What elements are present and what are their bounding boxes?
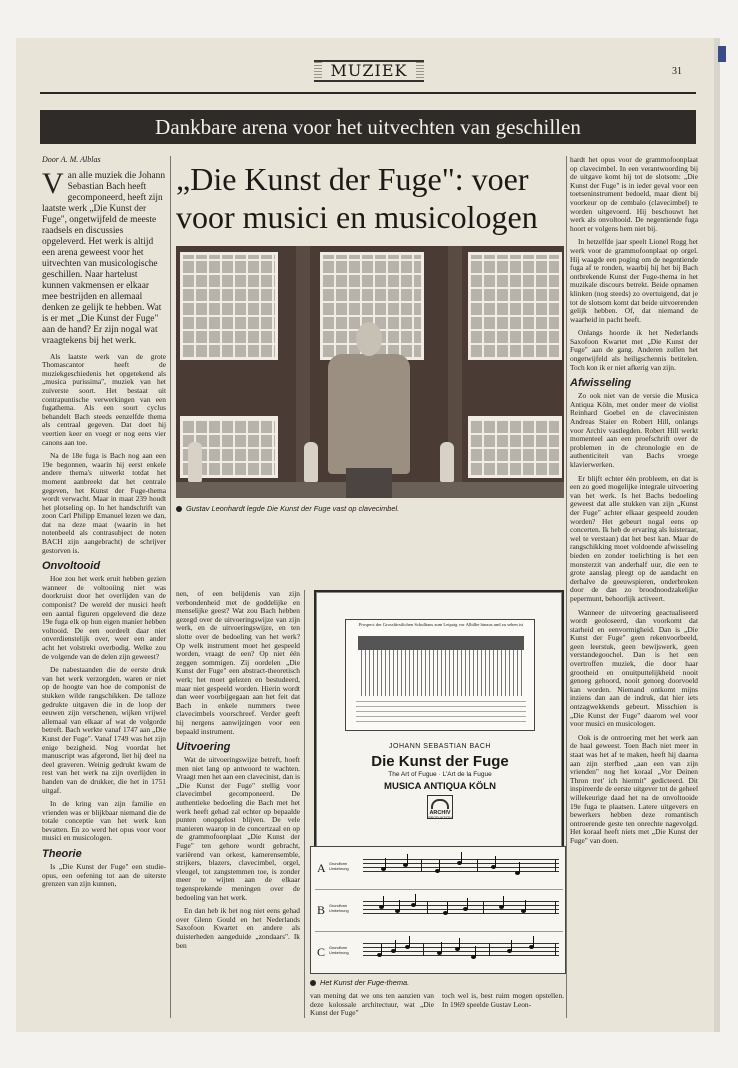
sleeve-engraving: [345, 619, 535, 731]
sleeve-subtitle: The Art of Fugue · L'Art de la Fugue: [388, 771, 492, 778]
article-paragraph: Is „Die Kunst der Fuge" een studie-opus, een oefening tot aan de uiterste grenzen van zijn kunnen,: [42, 862, 166, 889]
subheading-afwisseling: Afwisseling: [570, 377, 632, 390]
music-row-letter: C: [317, 945, 326, 959]
music-barline: [423, 943, 424, 956]
music-caption-text: Het Kunst der Fuge-thema.: [320, 978, 410, 987]
article-paragraph: van mening dat we ons ten aanzien van deze kolossale architectuur, wat „Die Kunst der Fuge": [310, 992, 434, 1018]
music-row-divider: [315, 889, 563, 890]
music-barline: [489, 943, 490, 956]
music-note: [379, 905, 384, 909]
photo-person-body: [328, 354, 410, 474]
photo-window: [468, 416, 562, 478]
article-paragraph: Wat de uitvoeringswijze betreft, hoeft men niet lang op antwoord te wachten. Vraagt men het aan een clavecinist, dan is „Die Kunst der Fuge" stellig voor clavecimbel gecomponeerd. De authentieke bedoeling die Bach met het werk heeft gehad zal echter op bepaalde punten onopgelost blijven. De vele manieren waarop in de concertzaal en op de grammofoonplaat „Die Kunst der Fuge" ten gehore wordt gebracht, variërend van orkest, kamerensemble, strijkers, blazers, clavecimbel, orgel, vleugel, tot zangstemmen toe, is zonder meer te wijten aan de elkaar tegensprekende meningen over de bedoeling van het werk.: [176, 755, 300, 902]
music-note: [437, 951, 442, 955]
music-note: [491, 865, 496, 869]
music-barline: [427, 901, 428, 914]
music-note: [457, 861, 462, 865]
music-note: [403, 863, 408, 867]
article-paragraph: Als laatste werk van de grote Thomascantor heeft de muziekgeschiedenis het opgetekend als „musica purissima", muziek van het zuiverste soort. Het bestaat uit contrapuntische verwerkingen van een fugathema. Als een soort cyclus behandelt Bach steeds eenzelfde thema als centraal gegeven. Dat doet hij veertien keer en voegt er nog eens vier canons aan toe.: [42, 351, 166, 447]
photo-caption: [176, 504, 564, 513]
music-row: [311, 891, 567, 931]
column-divider: [304, 590, 305, 1018]
music-barline: [555, 901, 556, 914]
photo-statue: [304, 442, 318, 482]
article-paragraph: Wanneer de uitvoering geactualiseerd wordt geoloseerd, dan voorkomt dat starheid en eenvormigheid. Dan is „Die Kunst der Fuge" geen rekenvoorbeeld, geen leerstuk, geen bewijswerk, geen verstandegoochel. Dan is het een overtroffen muziek, die door haar grootheid en onuitputtelijkheid nooit genoeg gehoord, nooit genoeg doorvoeld kan worden. Niemand ontkomt mijns inziens dan aan de indruk, dat hier iets ontzagwekkends gebeurt. Misschien is „Die Kunst der Fuge" daarom wel voor voor musici en musicologen.: [570, 607, 698, 729]
music-note: [463, 907, 468, 911]
headline-line-1: „Die Kunst der Fuge": voer: [176, 161, 529, 197]
music-note: [377, 953, 382, 957]
section-title: MUZIEK: [322, 62, 416, 80]
music-note: [529, 945, 534, 949]
subheading-theorie: Theorie: [42, 848, 82, 861]
music-example: [310, 846, 566, 974]
music-note: [507, 949, 512, 953]
music-note: [411, 903, 416, 907]
music-note: [405, 945, 410, 949]
header-rule: [40, 92, 696, 94]
photo-window: [468, 252, 562, 360]
archiv-logo-text: ARCHIV: [429, 810, 451, 816]
music-note: [443, 911, 448, 915]
column-3-bottom: [310, 992, 434, 1020]
music-row: [311, 933, 567, 973]
music-barline: [477, 859, 478, 872]
photo-person-legs: [346, 468, 392, 498]
article-paragraph: toch wel is, best ruim mogen opstellen. In 1969 speelde Gustav Leon-: [442, 992, 564, 1009]
intro-text: an alle muziek die Johann Sebastian Bach heeft gecomponeerd, heeft zijn laatste werk „Die Kunst der Fuge", ongetwijfeld de meeste raadsels en discussies opgeleverd. Het werk is altijd een arena geweest voor het uitvechten van musicologische geschillen. Naar hartelust kunnen vakmensen er elkaar mee bestrijden en allemaal denken ze gelijk te hebben. Wat is er met „Die Kunst der Fuge" aan de hand? Er zijn nogal wat vraagtekens bij het werk.: [42, 170, 166, 346]
article-paragraph: Onlangs hoorde ik het Nederlands Saxofoon Kwartet met „Die Kunst der Fuge" aan de gang. Anderen zullen het ongetwijfeld als heiligschennis betitelen. Toch kon ik er niet afkerig van zijn.: [570, 328, 698, 372]
music-row-label: Grundform Umkehrung: [329, 946, 349, 955]
sleeve-work-title: Die Kunst der Fuge: [371, 753, 509, 770]
music-note: [521, 909, 526, 913]
music-note: [391, 949, 396, 953]
music-barline: [555, 943, 556, 956]
intro-paragraph: [42, 166, 166, 347]
column-4-bottom: [442, 992, 564, 1020]
music-barline: [483, 901, 484, 914]
archiv-logo: [427, 795, 453, 819]
music-row-divider: [315, 931, 563, 932]
music-note: [435, 869, 440, 873]
music-row-letter: A: [317, 861, 326, 875]
headline-line-2: voor musici en musicologen: [176, 199, 538, 235]
photo-statue: [188, 442, 202, 482]
archiv-logo-sub: PRODUKTION: [428, 816, 452, 820]
bullet-icon: [176, 506, 182, 512]
subheading-uitvoering: Uitvoering: [176, 741, 231, 754]
music-staff: [363, 901, 559, 917]
photo-window: [180, 252, 278, 360]
record-sleeve: [316, 592, 562, 856]
music-row: [311, 849, 567, 889]
music-note: [455, 947, 460, 951]
dropcap: V: [42, 166, 64, 200]
article-paragraph: In hetzelfde jaar speelt Lionel Rogg het werk voor de grammofoonplaat op orgel. Hij waagde een poging om de negentiende fuga af te ronden, waarbij hij het bij Bach ontbrekende Kunst der Fuge-thema in het muzikale discours betrekt. Beide opnamen klinken (nog steeds) zo overtuigend, dat je tot de slotsom komt dat beide uitvoerenden gelijk hebben. Of, dat niemand de waarheid in pacht heeft.: [570, 237, 698, 324]
article-paragraph: hardt het opus voor de grammofoonplaat op clavecimbel. In een verantwoording bij de uitgave komt hij tot de slotsom: „Die Kunst der Fuge" is in ieder geval voor een toetseninstrument bedoeld, maar dient bij voorkeur op de cembalo (clavecimbel) te worden uitgevoerd. Hij beschouwt het werk als onvoltooid. De negentiende fuga hoort er volgens hem niet bij.: [570, 156, 698, 233]
photo-person-head: [356, 322, 382, 356]
column-5: [570, 156, 698, 1018]
article-paragraph: Er blijft echter één probleem, en dat is een zo goed mogelijke integrale uitvoering van het werk. Is het Bachs bedoeling geweest dat alle stukken van zijn „Kunst der Fuge" achter elkaar gespeeld zouden worden? Het gebeurt nogal eens op concerten. Ik heb de ervaring als luisteraar, wel te verstaan) dat het best kan. Maar de rangschikking moet voldoende afwisseling bieden en zonder toelichting is het een monsterzit van anderhalf uur, die een te grote aanslag pleegt op de aandacht en derhalve de geeuwspieren, onderbroken door de dan zo broodnoodzakelijke pepermunt, behoorlijk activeert.: [570, 473, 698, 603]
column-2: [176, 590, 300, 1018]
sleeve-composer: JOHANN SEBASTIAN BACH: [389, 743, 491, 750]
music-note: [471, 955, 476, 959]
music-note: [381, 867, 386, 871]
article-paragraph: De nabestaanden die de eerste druk van het werk verzorgden, waren er niet op de hoogte van hoe de componist de stukken wilde rangschikken. De talloze gedrukte uitgaven die in de loop der eeuwen zijn verschenen, wijken vrijwel allemaal van elkaar af wat de volgorde betreft. Bach werkte vanaf 1747 aan „Die Kunst der Fuge". Vanaf 1749 was het zijn enige bezigheid. Nog voordat het manuscript was afgerond, liet hij deel na deel graveren. Weinig gedrukt kwam de rest van het werk na zijn overlijden in handen van de drukker, die het in 1751 uitgaf.: [42, 665, 166, 795]
music-row-label: Grundform Umkehrung: [329, 904, 349, 913]
engraving-title: Prospect der Grossfürstlichen Schulhaus zum Leipzig vor Alhilbe hinaus und zu sehen ist: [358, 622, 524, 627]
music-caption: [310, 978, 566, 987]
article-paragraph: nen, of een belijdenis van zijn verbondenheid met de goddelijke en menselijke geest? Wat zou Bach hebben gezegd over de uitvoeringswijze van zijn werk, en de uitvoeringswijze, en ten slotte over de bedoeling van het werk? Op welk instrument moet het gespeeld worden, vraagt de een? Op niet één zeggen sommigen. Zij oordelen „Die Kunst der Fuge" een abstract-theoretisch werk; het moet gelezen en bestudeerd, maar niet gespeeld worden. Hierin wordt dan weer voorbijgegaan aan het feit dat Bach in enkele nummers twee clavecimbels voorschreef. Verder geeft hij nergens aanwijzingen voor een bepaald instrument.: [176, 590, 300, 736]
article-paragraph: In de kring van zijn familie en vrienden was er blijkbaar niemand die de totale conceptie van het werk kon bevatten. En zo werd het opus voor voor musici en musicologen.: [42, 799, 166, 843]
photo-caption-text: Gustav Leonhardt legde Die Kunst der Fuge vast op clavecimbel.: [186, 504, 400, 513]
music-barline: [421, 859, 422, 872]
article-paragraph: Zo ook niet van de versie die Musica Antiqua Köln, met onder meer de violist Reinhard Goebel en de clavecinisten Andreas Staier en Robert Hill, onlangs voor Archiv vastlegden. Robert Hill werkt momenteel aan een proefschrift over de problemen in de chronologie en de authenticiteit van Bachs vroege klavierwerken.: [570, 391, 698, 469]
banner-headline: Dankbare arena voor het uitvechten van geschillen: [40, 110, 696, 144]
bullet-icon: [310, 980, 316, 986]
page-number: 31: [672, 66, 682, 77]
music-row-label: Grundform Umkehrung: [329, 862, 349, 871]
engraving-legend: [356, 700, 526, 726]
article-paragraph: Ook is de ontroering met het werk aan de haal geweest. Toen Bach niet meer in staat was het af te maken, heeft hij daarna aan zijn sterfbed „aan een van zijn vrienden" nog het koraal „Vor Deinen Thron tret' ich hiermit" gedicteerd. Dit inspireerde de eerste uitgever tot de geheel willekeurige daad het na de onvoltooide 19e fuga te plaatsen. Latere uitgevers en bewerkers hebben deze romantisch ontroerende geste ten onrechte nagevolgd. Het koraal heeft niets met „Die Kunst der Fuge" van doen.: [570, 732, 698, 845]
article-paragraph: Na de 18e fuga is Bach nog aan een 19e begonnen, waarin hij eerst enkele andere thema's uitwerkt totdat het moment aanbreekt dat het centrale gegeven, het Kunst der Fuge-thema wordt verwacht. Maar in maat 239 houdt het plotseling op. In het handschrift van zoon Carl Philipp Emanuel lezen we dan, dat na deze maat (waarin in het notenbeeld als contrasubject de noten BACH zijn aangebracht) de schrijver gestorven is.: [42, 451, 166, 555]
article-paragraph: En dan heb ik het nog niet eens gehad over Glenn Gould en het Nederlands Saxofoon Kwartet en andere als duisterheden aangeduide „zondaars". Ik ben: [176, 906, 300, 950]
music-row-letter: B: [317, 903, 326, 917]
edge-marker: [718, 46, 726, 62]
music-note: [499, 905, 504, 909]
music-barline: [555, 859, 556, 872]
engraving-building: [358, 636, 524, 696]
subheading-onvoltooid: Onvoltooid: [42, 560, 101, 573]
photo-statue: [440, 442, 454, 482]
column-divider: [170, 156, 171, 1018]
music-note: [395, 909, 400, 913]
article-paragraph: Hoe zou het werk eruit hebben gezien wanneer de voltooiing niet was doorkruist door het overlijden van de componist? De wereld der musici heeft een aantal figuren opgeleverd die deze 19e fuga elk op hun eigen manier hebben voltooid. De een oordeelt daar niet onverdienstelijk over, weer een ander acht het volstrekt overbodig. Welke zou de volgende van de delen zijn geweest?: [42, 574, 166, 661]
article-headline: [176, 160, 564, 236]
photo-gustav-leonhardt: [176, 246, 564, 498]
byline: Door A. M. Alblas: [42, 156, 101, 164]
column-1: [42, 156, 166, 1018]
music-note: [515, 871, 520, 875]
sleeve-ensemble: MUSICA ANTIQUA KÖLN: [384, 781, 496, 792]
